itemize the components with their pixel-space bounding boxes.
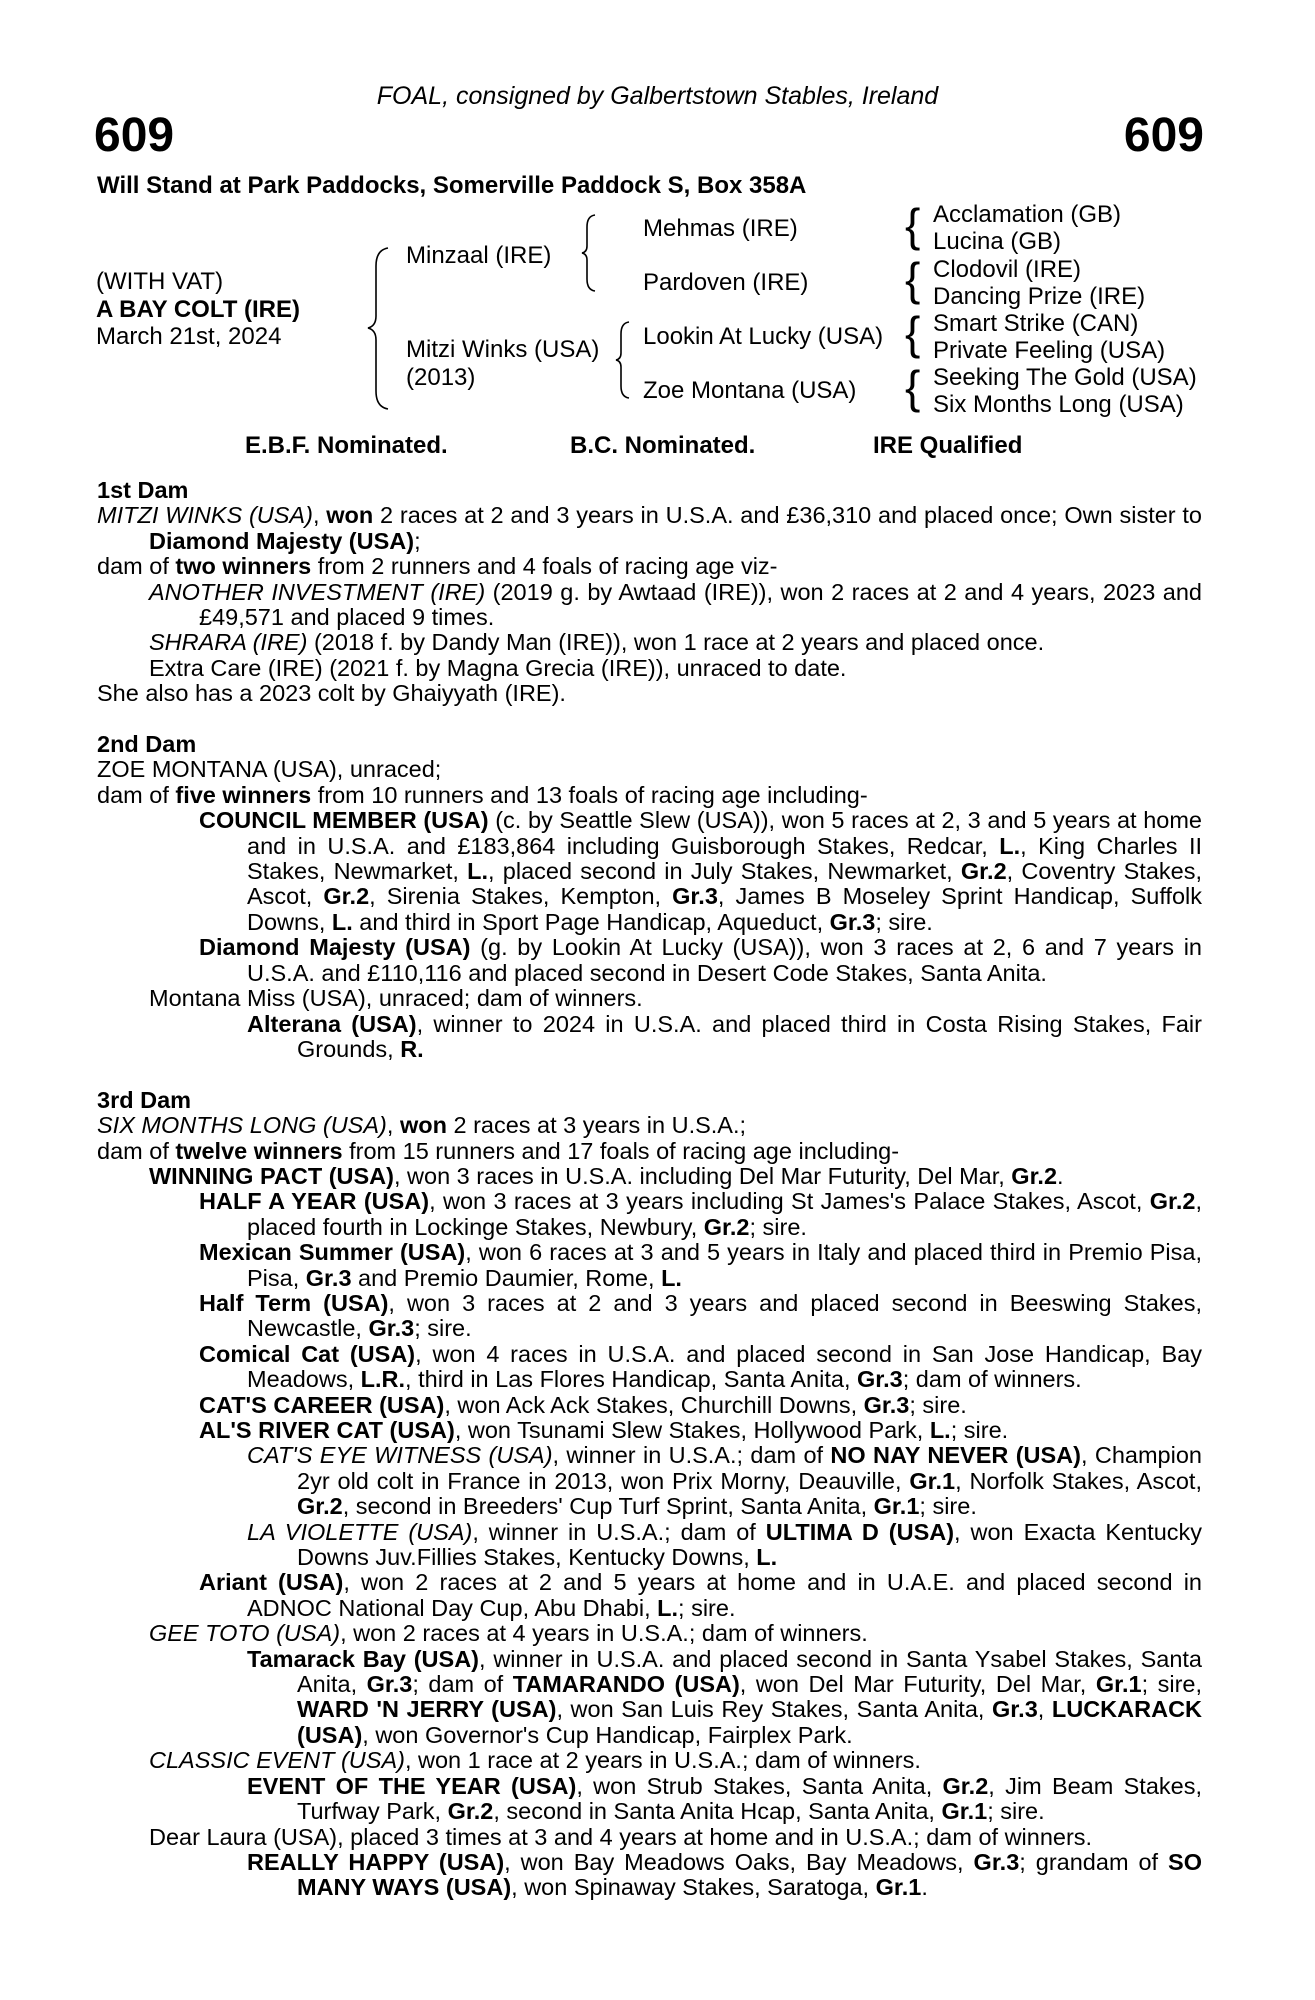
gen3-8: Six Months Long (USA) [933,391,1184,418]
second-dam-produce-summary: dam of five winners from 10 runners and 13 foals of racing age including- [97,781,868,808]
classic-event-entry: CLASSIC EVENT (USA), won 1 race at 2 years in U.S.A.; dam of winners. [149,1747,921,1774]
gen3-6: Private Feeling (USA) [933,337,1166,364]
third-dam-heading: 3rd Dam [97,1086,192,1113]
ire-qualification: IRE Qualified [873,432,1023,459]
pedigree-brace-dam [614,320,634,400]
bc-nomination: B.C. Nominated. [570,432,756,459]
stand-location: Will Stand at Park Paddocks, Somerville Paddock S, Box 358A [97,172,807,199]
winning-pact-entry: WINNING PACT (USA), won 3 races in U.S.A. including Del Mar Futurity, Del Mar, Gr.2. [149,1162,1064,1189]
brace-g78: { [905,361,921,413]
als-river-cat-entry: AL'S RIVER CAT (USA), won Tsunami Slew Stakes, Hollywood Park, L.; sire. [199,1417,1009,1443]
council-member-entry: COUNCIL MEMBER (USA) (c. by Seattle Slew (USA)), won 5 races at 2, 3 and 5 years at home and in U.S.A. and £183,864 including Guisborough Stakes, Redcar, L., King Charles II Stakes, Newmarket, L., placed second in July Stakes, Newmarket, Gr.2, Coventry Stakes, Ascot, Gr.2, Sirenia Stakes, Kempton, Gr.3, James B Moseley Sprint Handicap, Suffolk Downs, L. and third in Sport Page Handicap, Aqueduct, Gr.3; sire. [199,807,1203,935]
dam-dam-name: Zoe Montana (USA) [643,377,857,404]
gen3-5: Smart Strike (CAN) [933,310,1139,337]
diamond-majesty-entry: Diamond Majesty (USA) (g. by Lookin At Lucky (USA)), won 3 races at 2, 6 and 7 years in U.S.A. and £110,116 and placed second in Desert Code Stakes, Santa Anita. [199,934,1202,986]
gen3-7: Seeking The Gold (USA) [933,364,1197,391]
first-dam-produce-summary: dam of two winners from 2 runners and 4 foals of racing age viz- [97,553,778,580]
horse-name: A BAY COLT (IRE) [96,296,301,323]
tamarack-bay-entry: Tamarack Bay (USA), winner in U.S.A. and placed second in Santa Ysabel Stakes, Santa Anita, Gr.3; dam of TAMARANDO (USA), won Del Mar Futurity, Del Mar, Gr.1; sire, WARD 'N JERRY (USA), won San Luis Rey Stakes, Santa Anita, Gr.3, LUCKARACK (USA), won Governor's Cup Handicap, Fairplex Park. [247,1645,1203,1748]
gen3-2: Lucina (GB) [933,228,1062,255]
mexican-summer-entry: Mexican Summer (USA), won 6 races at 3 and 5 years in Italy and placed third in Premio Pisa, Pisa, Gr.3 and Premio Daumier, Rome, L. [199,1239,1202,1291]
comical-cat-entry: Comical Cat (USA), won 4 races in U.S.A. and placed second in San Jose Handicap, Bay Meadows, L.R., third in Las Flores Handicap, Santa Anita, Gr.3; dam of winners. [199,1340,1202,1393]
lot-number-left: 609 [94,109,175,162]
brace-g56: { [905,307,921,359]
alterana-entry: Alterana (USA), winner to 2024 in U.S.A. and placed third in Costa Rising Stakes, Fair Grounds, R. [247,1010,1202,1062]
half-a-year-entry: HALF A YEAR (USA), won 3 races at 3 years including St James's Palace Stakes, Ascot, Gr.2, placed fourth in Lockinge Stakes, Newbury, Gr.2; sire. [199,1188,1202,1240]
consignment-line: FOAL, consigned by Galbertstown Stables, Ireland [376,82,939,110]
dam-sire-name: Lookin At Lucky (USA) [643,323,884,350]
montana-miss-entry: Montana Miss (USA), unraced; dam of winners. [149,985,643,1012]
gen3-1: Acclamation (GB) [933,201,1122,228]
brace-g34: { [905,253,921,305]
gen3-4: Dancing Prize (IRE) [933,283,1146,310]
second-dam-heading: 2nd Dam [97,731,197,758]
sire-name: Minzaal (IRE) [406,242,552,269]
gen3-3: Clodovil (IRE) [933,256,1082,283]
sire-sire-name: Mehmas (IRE) [643,215,798,242]
third-dam-record: SIX MONTHS LONG (USA), won 2 races at 3 years in U.S.A.; [97,1112,747,1139]
first-dam-produce-3: Extra Care (IRE) (2021 f. by Magna Grecia (IRE)), unraced to date. [149,654,847,681]
third-dam-produce-summary: dam of twelve winners from 15 runners and 17 foals of racing age including- [97,1137,900,1164]
gee-toto-entry: GEE TOTO (USA), won 2 races at 4 years in U.S.A.; dam of winners. [149,1620,868,1647]
second-dam-record: ZOE MONTANA (USA), unraced; [97,756,442,783]
pedigree-brace-main [366,246,396,411]
really-happy-entry: REALLY HAPPY (USA), won Bay Meadows Oaks, Bay Meadows, Gr.3; grandam of SO MANY WAYS (USA), won Spinaway Stakes, Saratoga, Gr.1. [247,1848,1202,1901]
vat-note: (WITH VAT) [96,268,224,295]
half-term-entry: Half Term (USA), won 3 races at 2 and 3 years and placed second in Beeswing Stakes, Newcastle, Gr.3; sire. [199,1289,1202,1342]
cats-eye-witness-entry: CAT'S EYE WITNESS (USA), winner in U.S.A.; dam of NO NAY NEVER (USA), Champion 2yr old colt in France in 2013, won Prix Morny, Deauville, Gr.1, Norfolk Stakes, Ascot, Gr.2, second in Breeders' Cup Turf Sprint, Santa Anita, Gr.1; sire. [247,1442,1202,1520]
first-dam-produce-2: SHRARA (IRE) (2018 f. by Dandy Man (IRE)), won 1 race at 2 years and placed once. [149,629,1045,656]
sire-dam-name: Pardoven (IRE) [643,269,809,296]
pedigree-brace-sire [580,213,600,293]
la-violette-entry: LA VIOLETTE (USA), winner in U.S.A.; dam of ULTIMA D (USA), won Exacta Kentucky Downs Juv.Fillies Stakes, Kentucky Downs, L. [247,1518,1203,1571]
first-dam-produce-4: She also has a 2023 colt by Ghaiyyath (IRE). [97,680,566,707]
first-dam-record: MITZI WINKS (USA), won 2 races at 2 and 3 years in U.S.A. and £36,310 and placed once; Own sister to Diamond Majesty (USA); [97,502,1203,554]
event-of-the-year-entry: EVENT OF THE YEAR (USA), won Strub Stakes, Santa Anita, Gr.2, Jim Beam Stakes, Turfway Park, Gr.2, second in Santa Anita Hcap, Santa Anita, Gr.1; sire. [247,1772,1203,1825]
ariant-entry: Ariant (USA), won 2 races at 2 and 5 years at home and in U.A.E. and placed second in ADNOC National Day Cup, Abu Dhabi, L.; sire. [199,1569,1202,1621]
dam-name: Mitzi Winks (USA) [406,336,600,363]
dear-laura-entry: Dear Laura (USA), placed 3 times at 3 and 4 years at home and in U.S.A.; dam of winners. [149,1823,1093,1850]
dam-year: (2013) [406,364,476,391]
cats-career-entry: CAT'S CAREER (USA), won Ack Ack Stakes, Churchill Downs, Gr.3; sire. [199,1391,967,1418]
first-dam-heading: 1st Dam [97,477,189,503]
foaling-date: March 21st, 2024 [96,323,282,350]
first-dam-produce-1: ANOTHER INVESTMENT (IRE) (2019 g. by Awtaad (IRE)), won 2 races at 2 and 4 years, 2023 and £49,571 and placed 9 times. [149,578,1203,631]
ebf-nomination: E.B.F. Nominated. [245,432,448,459]
lot-number-right: 609 [1123,109,1204,162]
brace-g12: { [905,199,921,251]
catalogue-body [97,478,1202,1901]
